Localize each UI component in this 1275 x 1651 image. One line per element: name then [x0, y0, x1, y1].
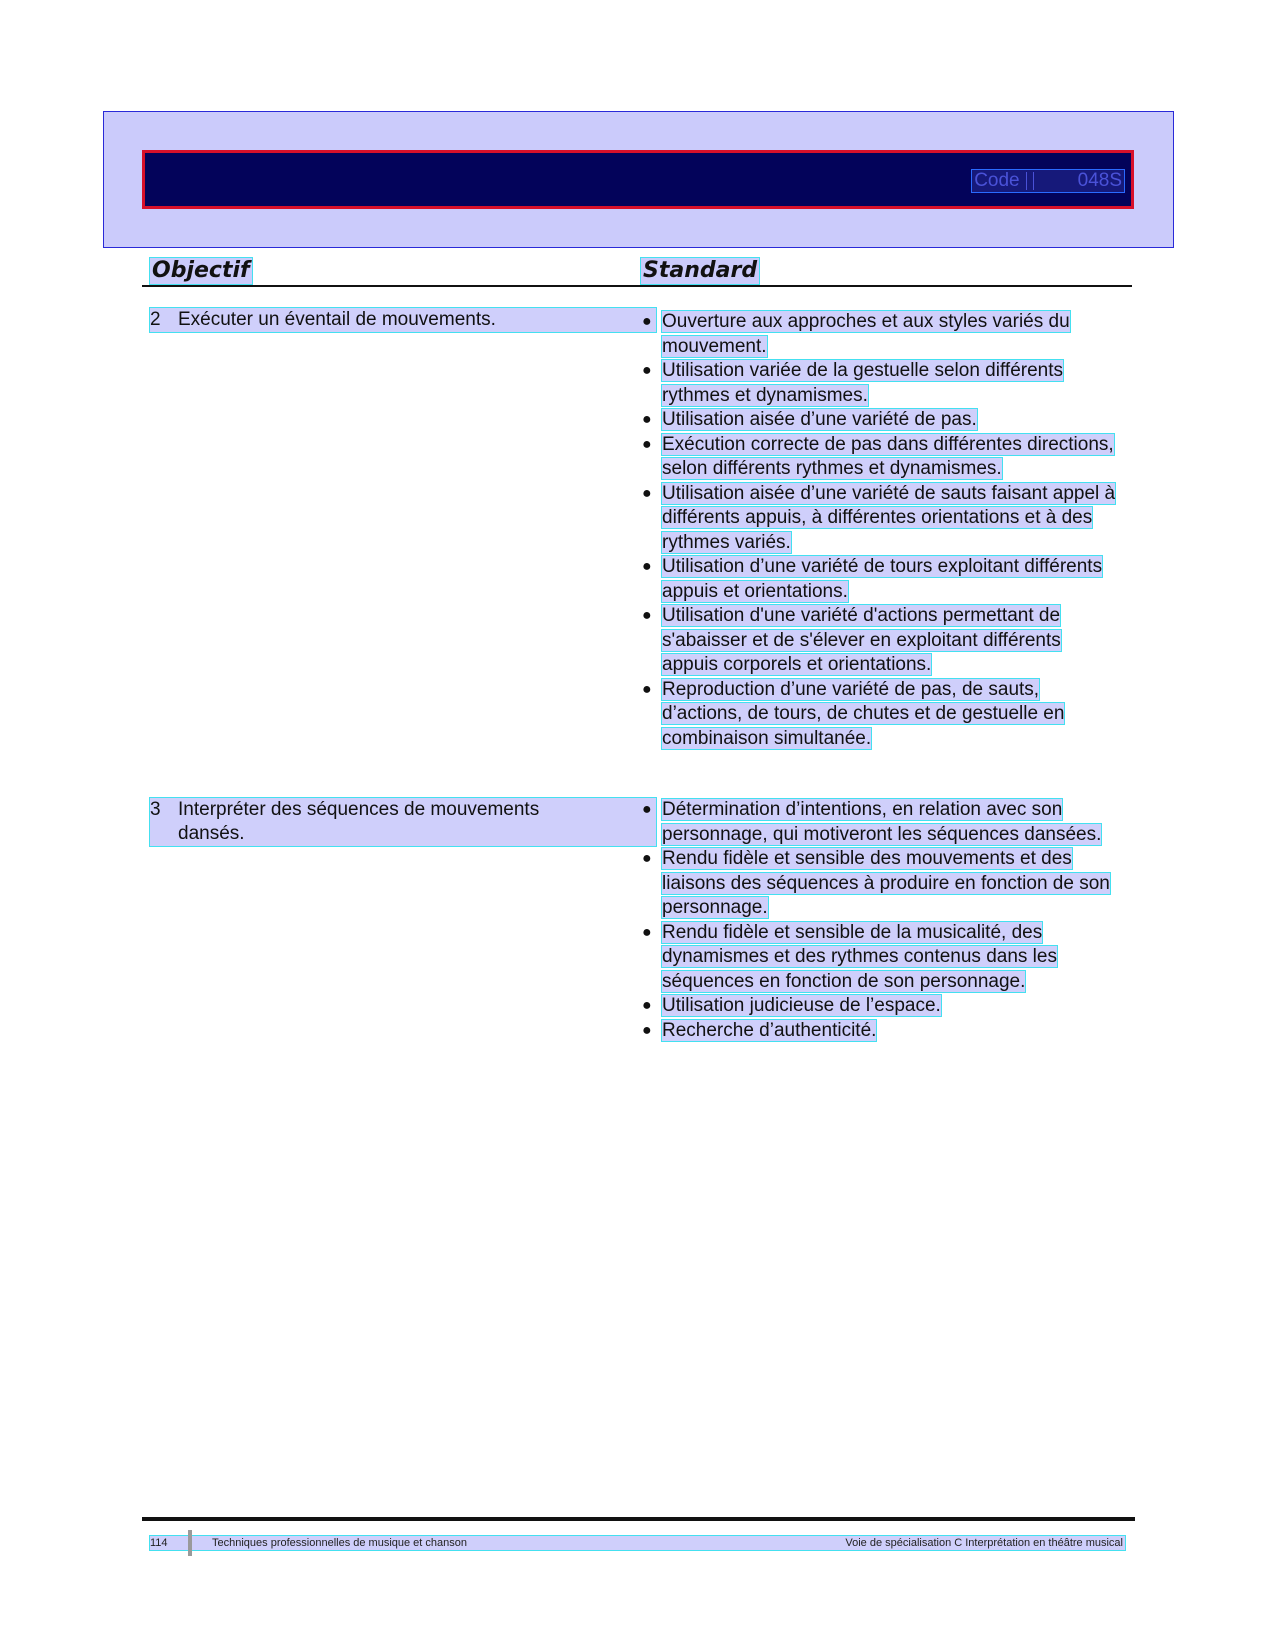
list-item: ● Utilisation d’une variété de tours exploitant différents appuis et orientations.	[642, 556, 1103, 602]
bullet-icon: ●	[642, 411, 652, 428]
bullet-icon: ●	[642, 558, 652, 575]
header-title-bar	[142, 150, 1134, 209]
objective-number: 2	[150, 309, 161, 330]
page-number: 114	[150, 1537, 168, 1549]
bullet-icon: ●	[642, 680, 652, 698]
objective-row-2	[150, 308, 656, 332]
course-code	[971, 169, 1125, 193]
bullet-icon: ●	[642, 1021, 652, 1039]
standards-list-row-2	[640, 310, 1120, 751]
list-item: ● Recherche d’authenticité.	[640, 1019, 1120, 1044]
list-item: ● Reproduction d’une variété de pas, de sauts, d’actions, de tours, de chutes et de gestuelle en combinaison simultanée.	[642, 678, 1065, 749]
objective-number: 3	[150, 799, 161, 820]
objective-text-line-2: dansés.	[178, 823, 245, 844]
course-code-label: Code	[974, 170, 1020, 191]
list-item: ● Rendu fidèle et sensible de la musicalité, des dynamismes et des rythmes contenus dans les séquences en fonction de son personnage.	[642, 921, 1057, 992]
bullet-icon: ●	[642, 362, 652, 379]
bullet-icon: ●	[642, 435, 652, 453]
specialization-title: Voie de spécialisation C Interprétation en théâtre musical	[845, 1537, 1123, 1549]
course-code-value: 048S	[1077, 170, 1122, 191]
list-item: ● Ouverture aux approches et aux styles variés du mouvement.	[642, 311, 1070, 357]
footer-divider	[188, 1530, 192, 1556]
list-item: ● Utilisation variée de la gestuelle selon différents rythmes et dynamismes.	[642, 360, 1063, 406]
list-item: ● Utilisation aisée d’une variété de sauts faisant appel à différents appuis, à différentes orientations et à des rythmes variés.	[642, 482, 1116, 553]
bullet-icon: ●	[642, 923, 652, 941]
list-item: ● Utilisation judicieuse de l’espace.	[640, 994, 1120, 1019]
objective-text-line-1: Interpréter des séquences de mouvements	[178, 799, 540, 820]
heading-rule	[142, 285, 1132, 287]
footer-rule	[142, 1517, 1135, 1521]
page-footer	[150, 1536, 1125, 1550]
list-item: ● Détermination d’intentions, en relation avec son personnage, qui motiveront les séquences dansées.	[642, 799, 1102, 845]
list-item: ● Utilisation d'une variété d'actions permettant de s'abaisser et de s'élever en exploitant différents appuis corporels et orientations.	[642, 605, 1061, 675]
list-item: ● Exécution correcte de pas dans différentes directions, selon différents rythmes et dynamismes.	[642, 433, 1114, 479]
bullet-icon: ●	[642, 313, 652, 330]
objective-column-heading: Objectif	[152, 258, 250, 283]
objective-row-3	[150, 798, 656, 846]
objective-text: Exécuter un éventail de mouvements.	[178, 309, 496, 330]
code-separator	[1026, 172, 1034, 190]
standards-list-row-3	[640, 798, 1120, 1043]
list-item: ● Utilisation aisée d’une variété de pas.	[640, 408, 1120, 433]
program-title: Techniques professionnelles de musique et chanson	[212, 1537, 467, 1549]
standard-column-heading: Standard	[643, 258, 758, 283]
bullet-icon: ●	[642, 997, 652, 1014]
bullet-icon: ●	[642, 850, 652, 867]
bullet-icon: ●	[642, 801, 652, 818]
bullet-icon: ●	[642, 607, 652, 624]
bullet-icon: ●	[642, 484, 652, 502]
list-item: ● Rendu fidèle et sensible des mouvements et des liaisons des séquences à produire en fonction de son personnage.	[642, 848, 1110, 918]
